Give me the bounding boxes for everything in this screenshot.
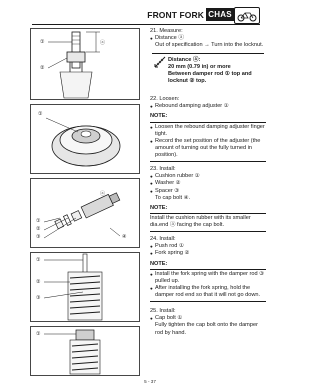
figure-cap-bolt-assembly xyxy=(30,178,140,248)
step-title: Loosen: xyxy=(159,96,180,102)
list-item: ● Push rod ① xyxy=(150,243,266,250)
spec-line: locknut ② top. xyxy=(168,77,207,84)
callout-1: ① xyxy=(38,111,43,117)
list-item: ● Washer ② xyxy=(150,180,266,187)
callout-1: ① xyxy=(36,331,41,337)
step-title: Install: xyxy=(159,166,176,172)
list-item: ● Spacer ③ xyxy=(150,188,266,195)
motorcycle-chassis-icon xyxy=(234,7,260,24)
step-title: Measure: xyxy=(159,28,183,34)
note-text: Install the cushion rubber with its smaller dia.end ⓐ facing the cap bolt. xyxy=(150,215,251,229)
note-rule xyxy=(150,301,266,302)
callout-a: ⓐ xyxy=(100,191,106,197)
note-item: ● After installing the fork spring, hold the damper rod end so that it will not go down. xyxy=(150,285,266,299)
step-title: Install: xyxy=(159,308,176,314)
note-item: ● Install the fork spring with the damper rod ③ pulled up. xyxy=(150,271,266,285)
callout-2: ② xyxy=(36,226,41,232)
note-item: ● Record the set position of the adjuster (the amount of turning out the fully turned in position). xyxy=(150,138,266,160)
callout-1: ① xyxy=(36,218,41,224)
step-23 xyxy=(150,166,266,233)
list-item: ● Cushion rubber ① xyxy=(150,173,266,180)
spec-text xyxy=(168,57,252,85)
step-number: 25. xyxy=(150,308,158,314)
page-header xyxy=(0,0,300,28)
spec-line: Distance ⓐ: xyxy=(168,56,201,63)
instruction-text: Out of specification → Turn into the locknut. xyxy=(155,42,264,49)
callout-a: ⓐ xyxy=(100,40,106,46)
step-24 xyxy=(150,236,266,303)
note-rule xyxy=(150,269,266,270)
note-label: NOTE: xyxy=(150,205,168,212)
callout-3: ③ xyxy=(36,295,41,301)
spec-box xyxy=(152,53,264,84)
step-number: 22. xyxy=(150,96,158,102)
spec-line: Between damper rod ① top and xyxy=(168,70,252,77)
step-number: 24. xyxy=(150,236,158,242)
callout-1: ① xyxy=(40,39,45,45)
note-item: ● Loosen the rebound damping adjuster finger tight. xyxy=(150,124,266,138)
step-title: Install: xyxy=(159,236,176,242)
instruction-text: Fully tighten the cap bolt onto the damper rod by hand. xyxy=(155,322,258,336)
figure-fork-spring xyxy=(30,252,140,322)
note-rule xyxy=(150,161,266,162)
note-label: NOTE: xyxy=(150,113,168,120)
figures-column xyxy=(30,28,140,376)
note-label: NOTE: xyxy=(150,260,168,267)
step-22 xyxy=(150,96,266,163)
step-number: 21. xyxy=(150,28,158,34)
step-21 xyxy=(150,28,266,84)
step-25 xyxy=(150,308,266,337)
note-rule xyxy=(150,231,266,232)
section-title: FRONT FORK xyxy=(147,10,204,20)
note-rule xyxy=(150,213,266,214)
callout-1: ① xyxy=(36,257,41,263)
figure-rebound-adjuster xyxy=(30,104,140,174)
instruction-text: To cap bolt ④. xyxy=(155,194,191,201)
measure-caliper-icon xyxy=(154,56,166,68)
callout-4: ④ xyxy=(122,234,127,240)
list-item: ● Distance ⓐ xyxy=(150,35,266,42)
list-item: ● Fork spring ② xyxy=(150,250,266,257)
list-item: ● Rebound damping adjuster ① xyxy=(150,103,266,110)
page-number: 5 - 37 xyxy=(144,379,156,384)
figure-cap-bolt-install xyxy=(30,326,140,376)
list-item: ● Cap bolt ① xyxy=(150,315,266,322)
chas-badge: CHAS xyxy=(206,8,234,21)
header-rule xyxy=(32,24,260,25)
callout-2: ② xyxy=(36,279,41,285)
note-rule xyxy=(150,122,266,123)
callout-2: ② xyxy=(40,65,45,71)
figure-damper-rod-distance xyxy=(30,28,140,100)
step-number: 23. xyxy=(150,166,158,172)
callout-3: ③ xyxy=(36,234,41,240)
spec-line: 20 mm (0.79 in) or more xyxy=(168,63,231,70)
